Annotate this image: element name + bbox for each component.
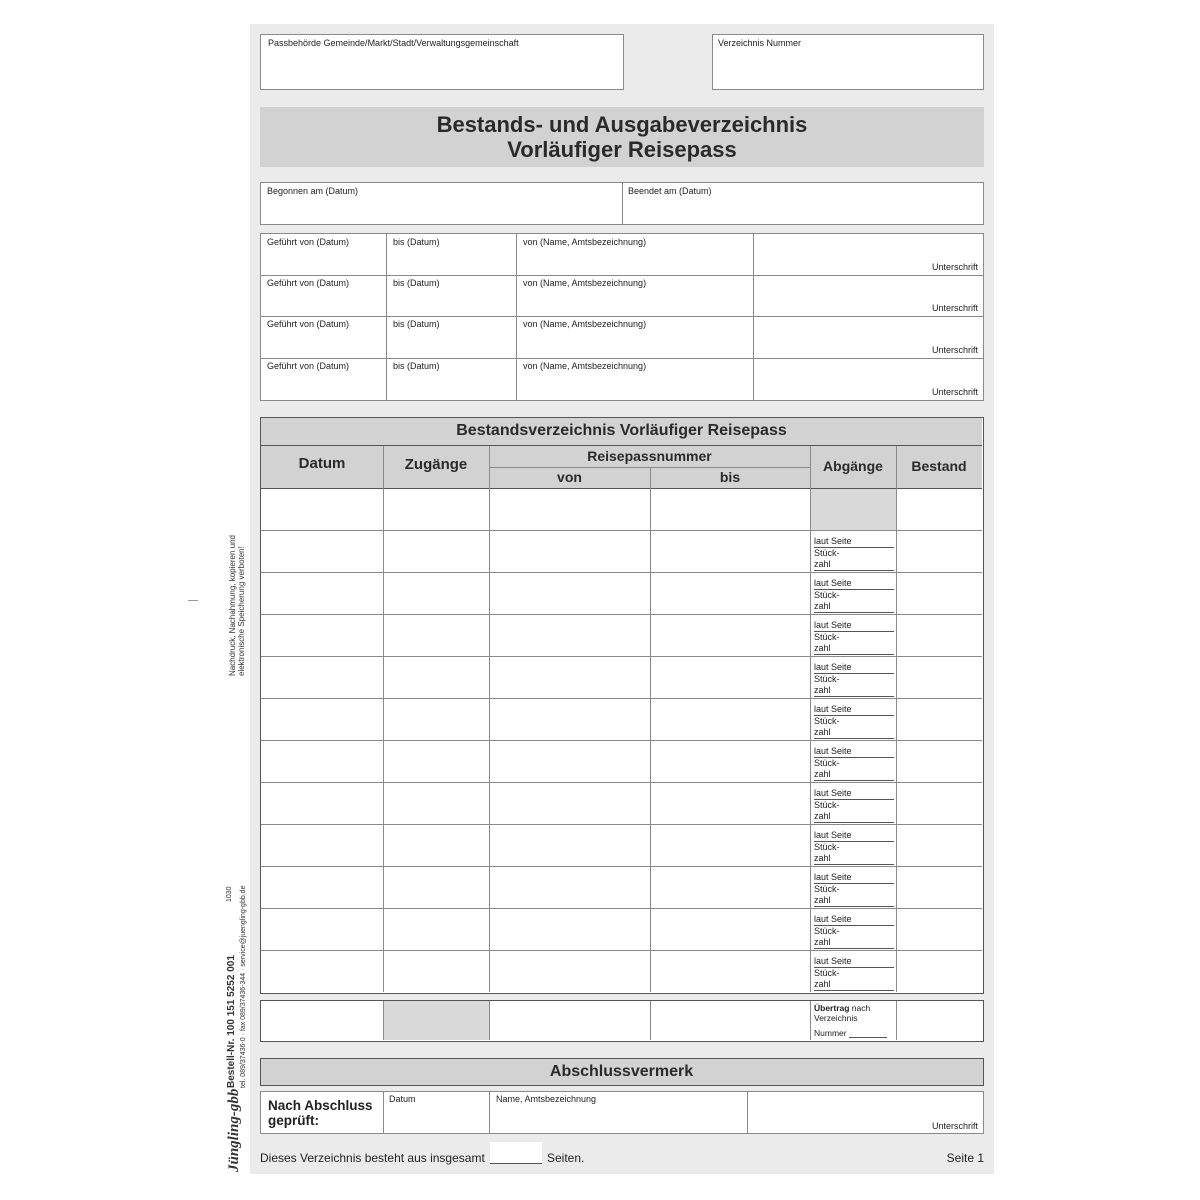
laut-seite-label: laut Seite bbox=[814, 746, 894, 758]
col-bis: bis bbox=[719, 469, 741, 485]
kept-by-label: von (Name, Amtsbezeichnung) bbox=[523, 237, 647, 247]
kept-to-label: bis (Datum) bbox=[393, 361, 440, 371]
kept-from-label: Geführt von (Datum) bbox=[267, 361, 350, 371]
transfer-label: Übertrag bbox=[814, 1003, 850, 1013]
authority-label: Passbehörde Gemeinde/Markt/Stadt/Verwaltungsgemeinschaft bbox=[268, 38, 519, 48]
transfer-row bbox=[260, 1000, 984, 1042]
laut-seite-label: laut Seite bbox=[814, 914, 894, 926]
closing-title-box bbox=[260, 1058, 984, 1086]
margin-mark bbox=[188, 600, 198, 601]
abgaenge-cell[interactable] bbox=[814, 620, 894, 655]
laut-seite-label: laut Seite bbox=[814, 620, 894, 632]
zahl-label: zahl bbox=[814, 811, 894, 823]
kept-from-label: Geführt von (Datum) bbox=[267, 237, 350, 247]
stueck-label: Stück- bbox=[814, 758, 840, 768]
kept-to-label: bis (Datum) bbox=[393, 319, 440, 329]
pages-before: Dieses Verzeichnis besteht aus insgesamt bbox=[260, 1151, 485, 1165]
laut-seite-label: laut Seite bbox=[814, 830, 894, 842]
laut-seite-label: laut Seite bbox=[814, 704, 894, 716]
closing-name-label: Name, Amtsbezeichnung bbox=[496, 1094, 597, 1104]
zahl-label: zahl bbox=[814, 559, 894, 571]
closing-signature-label: Unterschrift bbox=[931, 1121, 978, 1131]
abgaenge-cell[interactable] bbox=[814, 830, 894, 865]
abgaenge-cell[interactable] bbox=[814, 662, 894, 697]
kept-from-label: Geführt von (Datum) bbox=[267, 319, 350, 329]
form-code: 1030 bbox=[226, 886, 233, 902]
laut-seite-label: laut Seite bbox=[814, 956, 894, 968]
pages-note bbox=[260, 1151, 485, 1165]
abgaenge-cell[interactable] bbox=[814, 872, 894, 907]
directory-number-label: Verzeichnis Nummer bbox=[718, 38, 802, 48]
closing-date-label: Datum bbox=[389, 1094, 416, 1104]
copyright-note bbox=[228, 516, 246, 676]
kept-signature-label: Unterschrift bbox=[931, 345, 978, 355]
title-line-1: Bestands- und Ausgabeverzeichnis bbox=[436, 112, 808, 137]
ended-label: Beendet am (Datum) bbox=[628, 186, 712, 196]
abgaenge-cell[interactable] bbox=[814, 536, 894, 571]
abgaenge-cell[interactable] bbox=[814, 704, 894, 739]
closing-title: Abschlussvermerk bbox=[549, 1063, 694, 1080]
title-line-2: Vorläufiger Reisepass bbox=[507, 137, 737, 162]
stueck-label: Stück- bbox=[814, 968, 840, 978]
transfer-number-label: Nummer bbox=[814, 1028, 847, 1038]
pages-after: Seiten. bbox=[547, 1151, 585, 1165]
stueck-label: Stück- bbox=[814, 884, 840, 894]
stueck-label: Stück- bbox=[814, 800, 840, 810]
stueck-label: Stück- bbox=[814, 632, 840, 642]
kept-signature-label: Unterschrift bbox=[931, 387, 978, 397]
order-number: Bestell-Nr. 100 151 5252 001 bbox=[226, 955, 237, 1088]
inventory-table bbox=[260, 417, 984, 994]
dates-box bbox=[260, 182, 984, 225]
abgaenge-cell[interactable] bbox=[814, 746, 894, 781]
page-number: Seite 1 bbox=[946, 1151, 984, 1165]
inventory-title: Bestandsverzeichnis Vorläufiger Reisepass bbox=[456, 422, 787, 439]
zahl-label: zahl bbox=[814, 895, 894, 907]
zahl-label: zahl bbox=[814, 643, 894, 655]
stueck-label: Stück- bbox=[814, 590, 840, 600]
stueck-label: Stück- bbox=[814, 716, 840, 726]
kept-to-label: bis (Datum) bbox=[393, 278, 440, 288]
zahl-label: zahl bbox=[814, 685, 894, 697]
copyright-line-1: Nachdruck, Nachahmung, kopieren und bbox=[228, 535, 237, 676]
kept-from-label: Geführt von (Datum) bbox=[267, 278, 350, 288]
title-band bbox=[260, 107, 984, 167]
abgaenge-cell[interactable] bbox=[814, 788, 894, 823]
abgaenge-cell[interactable] bbox=[814, 956, 894, 991]
transfer-rest-label: nach Verzeichnis bbox=[814, 1003, 871, 1023]
closing-box bbox=[260, 1091, 984, 1134]
laut-seite-label: laut Seite bbox=[814, 662, 894, 674]
col-passnumber: Reisepassnummer bbox=[587, 448, 712, 464]
col-abgaenge: Abgänge bbox=[823, 458, 883, 474]
zahl-label: zahl bbox=[814, 769, 894, 781]
col-von: von bbox=[557, 469, 582, 485]
authority-field[interactable] bbox=[260, 34, 624, 90]
laut-seite-label: laut Seite bbox=[814, 578, 894, 590]
zahl-label: zahl bbox=[814, 727, 894, 739]
kept-by-label: von (Name, Amtsbezeichnung) bbox=[523, 278, 647, 288]
kept-by-label: von (Name, Amtsbezeichnung) bbox=[523, 319, 647, 329]
laut-seite-label: laut Seite bbox=[814, 788, 894, 800]
stueck-label: Stück- bbox=[814, 674, 840, 684]
closing-checked-label: Nach Abschluss geprüft: bbox=[268, 1098, 373, 1128]
zahl-label: zahl bbox=[814, 853, 894, 865]
brand-logo: Jüngling-gbb bbox=[226, 1088, 242, 1172]
copyright-line-2: elektronische Speicherung verboten! bbox=[237, 546, 246, 676]
abgaenge-cell[interactable] bbox=[814, 578, 894, 613]
contact-line: tel. 089/37436-0 · fax 089/37436-344 · service@juengling-gbb.de bbox=[240, 885, 247, 1088]
stueck-label: Stück- bbox=[814, 926, 840, 936]
pages-input[interactable] bbox=[490, 1142, 542, 1164]
stueck-label: Stück- bbox=[814, 842, 840, 852]
kept-signature-label: Unterschrift bbox=[931, 303, 978, 313]
form-sheet bbox=[250, 24, 994, 1174]
kept-by-label: von (Name, Amtsbezeichnung) bbox=[523, 361, 647, 371]
kept-to-label: bis (Datum) bbox=[393, 237, 440, 247]
zahl-label: zahl bbox=[814, 937, 894, 949]
abgaenge-cell[interactable] bbox=[814, 914, 894, 949]
laut-seite-label: laut Seite bbox=[814, 872, 894, 884]
transfer-cell[interactable] bbox=[814, 1003, 894, 1038]
zahl-label: zahl bbox=[814, 601, 894, 613]
col-datum: Datum bbox=[298, 455, 346, 472]
directory-number-field[interactable] bbox=[712, 34, 984, 90]
kept-by-table bbox=[260, 233, 984, 401]
laut-seite-label: laut Seite bbox=[814, 536, 894, 548]
begun-label: Begonnen am (Datum) bbox=[267, 186, 359, 196]
col-zugaenge: Zugänge bbox=[404, 456, 468, 473]
zahl-label: zahl bbox=[814, 979, 894, 991]
stueck-label: Stück- bbox=[814, 548, 840, 558]
kept-signature-label: Unterschrift bbox=[931, 262, 978, 272]
col-bestand: Bestand bbox=[911, 458, 967, 474]
